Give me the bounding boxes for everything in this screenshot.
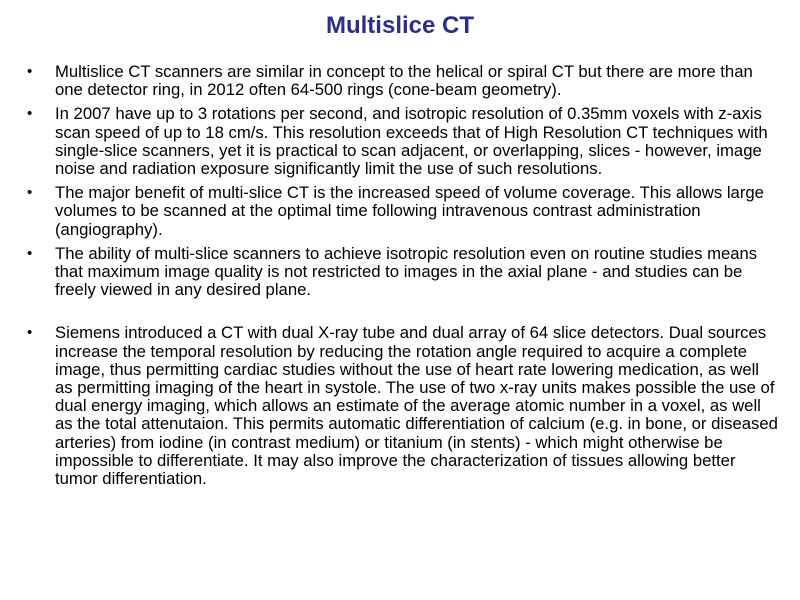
bullet-dot-icon: • <box>27 324 33 342</box>
bullet-item <box>0 63 800 99</box>
bullet-item <box>0 184 800 239</box>
bullet-dot-icon: • <box>27 105 33 123</box>
bullet-text: In 2007 have up to 3 rotations per second, and isotropic resolution of 0.35mm voxels with z-axis scan speed of up to 18 cm/s. This resolution exceeds that of High Resolution CT techniques with single-slice scanners, yet it is practical to scan adjacent, or overlapping, slices - however, image noise and radiation exposure significantly limit the use of such resolutions. <box>55 104 768 179</box>
bullet-item <box>0 105 800 178</box>
bullet-item <box>0 324 800 488</box>
bullet-text: Multislice CT scanners are similar in concept to the helical or spiral CT but there are more than one detector ring, in 2012 often 64-500 rings (cone-beam geometry). <box>55 62 753 100</box>
bullet-dot-icon: • <box>27 244 33 262</box>
bullet-text: The major benefit of multi-slice CT is the increased speed of volume coverage. This allows large volumes to be scanned at the optimal time following intravenous contrast administration (angiography). <box>55 183 764 239</box>
bullet-text: The ability of multi-slice scanners to achieve isotropic resolution even on routine studies means that maximum image quality is not restricted to images in the axial plane - and studies can be freely viewed in any desired plane. <box>55 243 758 300</box>
bullet-item <box>0 245 800 300</box>
bullet-list <box>0 63 800 494</box>
bullet-dot-icon: • <box>27 63 33 80</box>
slide-title: Multislice CT <box>325 12 475 39</box>
bullet-text: Siemens introduced a CT with dual X-ray tube and dual array of 64 slice detectors. Dual sources increase the temporal resolution by reducing the rotation angle required to acquire a complete image, thus permitting cardiac studies without the use of heart rate lowering medication, as well as permitting imaging of the heart in systole. The use of two x-ray units makes possible the use of dual energy imaging, which allows an estimate of the average atomic number in a voxel, as well as the total attenutaion. This permits automatic differentiation of calcium (e.g. in bone, or diseased arteries) from iodine (in contrast medium) or titanium (in stents) - which might otherwise be impossible to differentiate. It may also improve the characterization of tissues allowing better tumor differentiation. <box>55 323 778 489</box>
bullet-dot-icon: • <box>27 184 33 202</box>
